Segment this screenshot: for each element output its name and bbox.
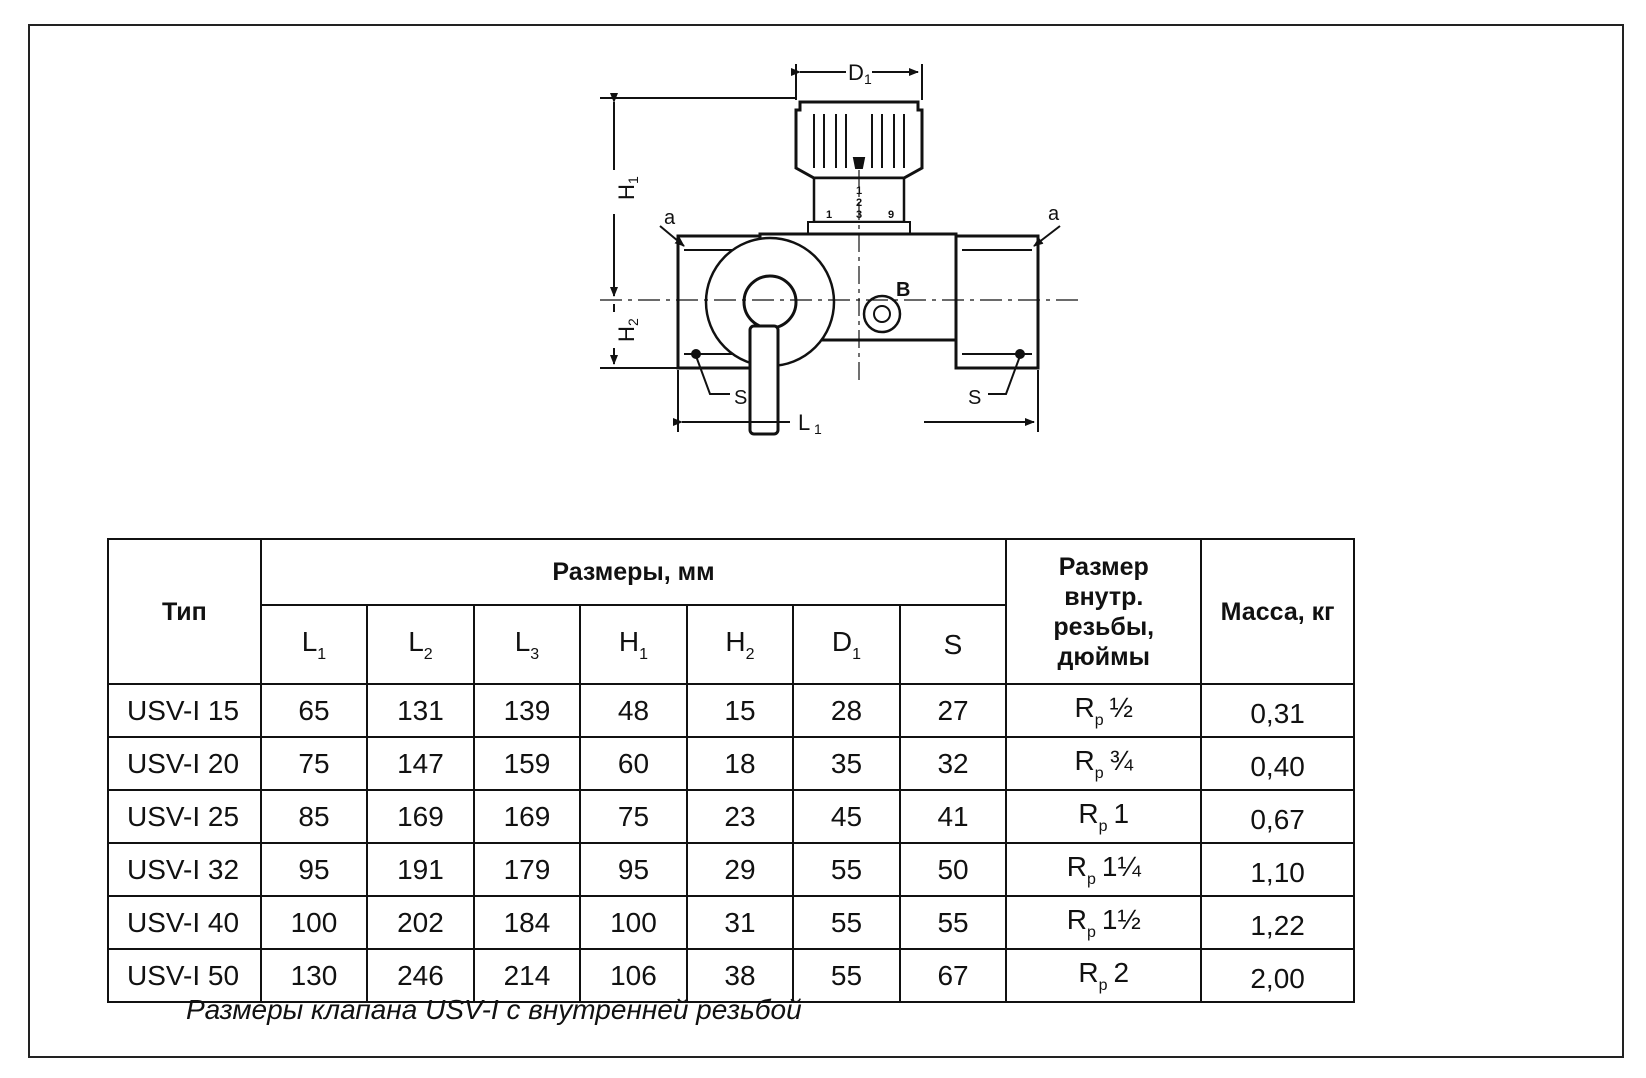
cell-thread: $R_p$ 1½ — [1006, 896, 1201, 949]
scale-mark-2: 2 — [856, 197, 863, 209]
cell-l1: 130 — [261, 949, 368, 1002]
cell-h1: 100 — [580, 896, 687, 949]
table-row — [108, 896, 1354, 949]
valve-drawing — [600, 50, 1080, 480]
col-l1: $L_1$ — [261, 605, 368, 684]
cell-d1: 35 — [793, 737, 900, 790]
table-row — [108, 790, 1354, 843]
cell-h2: 23 — [687, 790, 794, 843]
label-s-right: S — [968, 387, 982, 409]
cell-l2: 169 — [367, 790, 474, 843]
cell-thread: $R_p$ 1 — [1006, 790, 1201, 843]
cell-mass: 1,10 — [1201, 843, 1354, 896]
label-h1-sub: 1 — [625, 176, 641, 184]
label-b: B — [896, 279, 911, 301]
cell-h2: 29 — [687, 843, 794, 896]
cell-l1: 95 — [261, 843, 368, 896]
cell-mass: 2,00 — [1201, 949, 1354, 1002]
header-type: Тип — [108, 539, 261, 684]
cell-l2: 131 — [367, 684, 474, 737]
cell-type: USV-I 20 — [108, 737, 261, 790]
cell-h1: 95 — [580, 843, 687, 896]
cell-l3: 139 — [474, 684, 581, 737]
header-dimensions: Размеры, мм — [261, 539, 1007, 605]
col-h1: $H_1$ — [580, 605, 687, 684]
label-a-right: a — [1048, 203, 1060, 225]
cell-h1: 48 — [580, 684, 687, 737]
cell-h2: 31 — [687, 896, 794, 949]
cell-h2: 38 — [687, 949, 794, 1002]
dimensions-table — [107, 538, 1355, 1003]
label-h2-sub: 2 — [625, 318, 641, 326]
cell-thread: $R_p$ ½ — [1006, 684, 1201, 737]
cell-h2: 15 — [687, 684, 794, 737]
cell-mass: 0,31 — [1201, 684, 1354, 737]
col-l2: $L_2$ — [367, 605, 474, 684]
scale-mark-3: 3 — [856, 209, 863, 221]
cell-s: 32 — [900, 737, 1007, 790]
label-h2: H — [614, 326, 639, 342]
table-row — [108, 843, 1354, 896]
col-l3: $L_3$ — [474, 605, 581, 684]
cell-thread: $R_p$ 1¼ — [1006, 843, 1201, 896]
cell-l3: 169 — [474, 790, 581, 843]
cell-h2: 18 — [687, 737, 794, 790]
cell-h1: 106 — [580, 949, 687, 1002]
col-s: S — [900, 605, 1007, 684]
caption: Размеры клапана USV-I с внутренней резьбой — [186, 994, 802, 1025]
cell-thread: $R_p$ 2 — [1006, 949, 1201, 1002]
cell-s: 50 — [900, 843, 1007, 896]
label-d1-sub: 1 — [864, 71, 872, 87]
header-mass: Масса, кг — [1201, 539, 1354, 684]
cell-l1: 65 — [261, 684, 368, 737]
label-d1: D — [848, 60, 864, 85]
cell-type: USV-I 25 — [108, 790, 261, 843]
col-d1: $D_1$ — [793, 605, 900, 684]
cell-l2: 191 — [367, 843, 474, 896]
cell-h1: 75 — [580, 790, 687, 843]
cell-d1: 28 — [793, 684, 900, 737]
cell-d1: 55 — [793, 949, 900, 1002]
cell-l3: 159 — [474, 737, 581, 790]
scale-mark-1: 1 — [856, 185, 863, 197]
cell-mass: 0,67 — [1201, 790, 1354, 843]
header-thread: Размер внутр. резьбы, дюймы — [1006, 539, 1201, 684]
cell-h1: 60 — [580, 737, 687, 790]
cell-mass: 1,22 — [1201, 896, 1354, 949]
table-row — [108, 684, 1354, 737]
cell-d1: 55 — [793, 896, 900, 949]
scale-mark-right: 9 — [888, 209, 895, 221]
label-l1: L — [798, 410, 811, 435]
label-h1: H — [614, 184, 639, 200]
cell-l3: 179 — [474, 843, 581, 896]
cell-mass: 0,40 — [1201, 737, 1354, 790]
cell-l2: 246 — [367, 949, 474, 1002]
cell-l2: 147 — [367, 737, 474, 790]
table-row — [108, 737, 1354, 790]
cell-l3: 184 — [474, 896, 581, 949]
cell-s: 41 — [900, 790, 1007, 843]
cell-l3: 214 — [474, 949, 581, 1002]
col-h2: $H_2$ — [687, 605, 794, 684]
cell-l1: 75 — [261, 737, 368, 790]
cell-l1: 100 — [261, 896, 368, 949]
cell-l2: 202 — [367, 896, 474, 949]
cell-s: 67 — [900, 949, 1007, 1002]
cell-thread: $R_p$ ¾ — [1006, 737, 1201, 790]
label-l1-sub: 1 — [814, 421, 822, 437]
cell-d1: 45 — [793, 790, 900, 843]
cell-d1: 55 — [793, 843, 900, 896]
cell-type: USV-I 15 — [108, 684, 261, 737]
cell-type: USV-I 50 — [108, 949, 261, 1002]
cell-type: USV-I 40 — [108, 896, 261, 949]
cell-l1: 85 — [261, 790, 368, 843]
scale-mark-left: 1 — [826, 209, 833, 221]
cell-s: 27 — [900, 684, 1007, 737]
cell-type: USV-I 32 — [108, 843, 261, 896]
label-s-left: S — [734, 387, 748, 409]
label-a-left: a — [664, 207, 676, 229]
cell-s: 55 — [900, 896, 1007, 949]
